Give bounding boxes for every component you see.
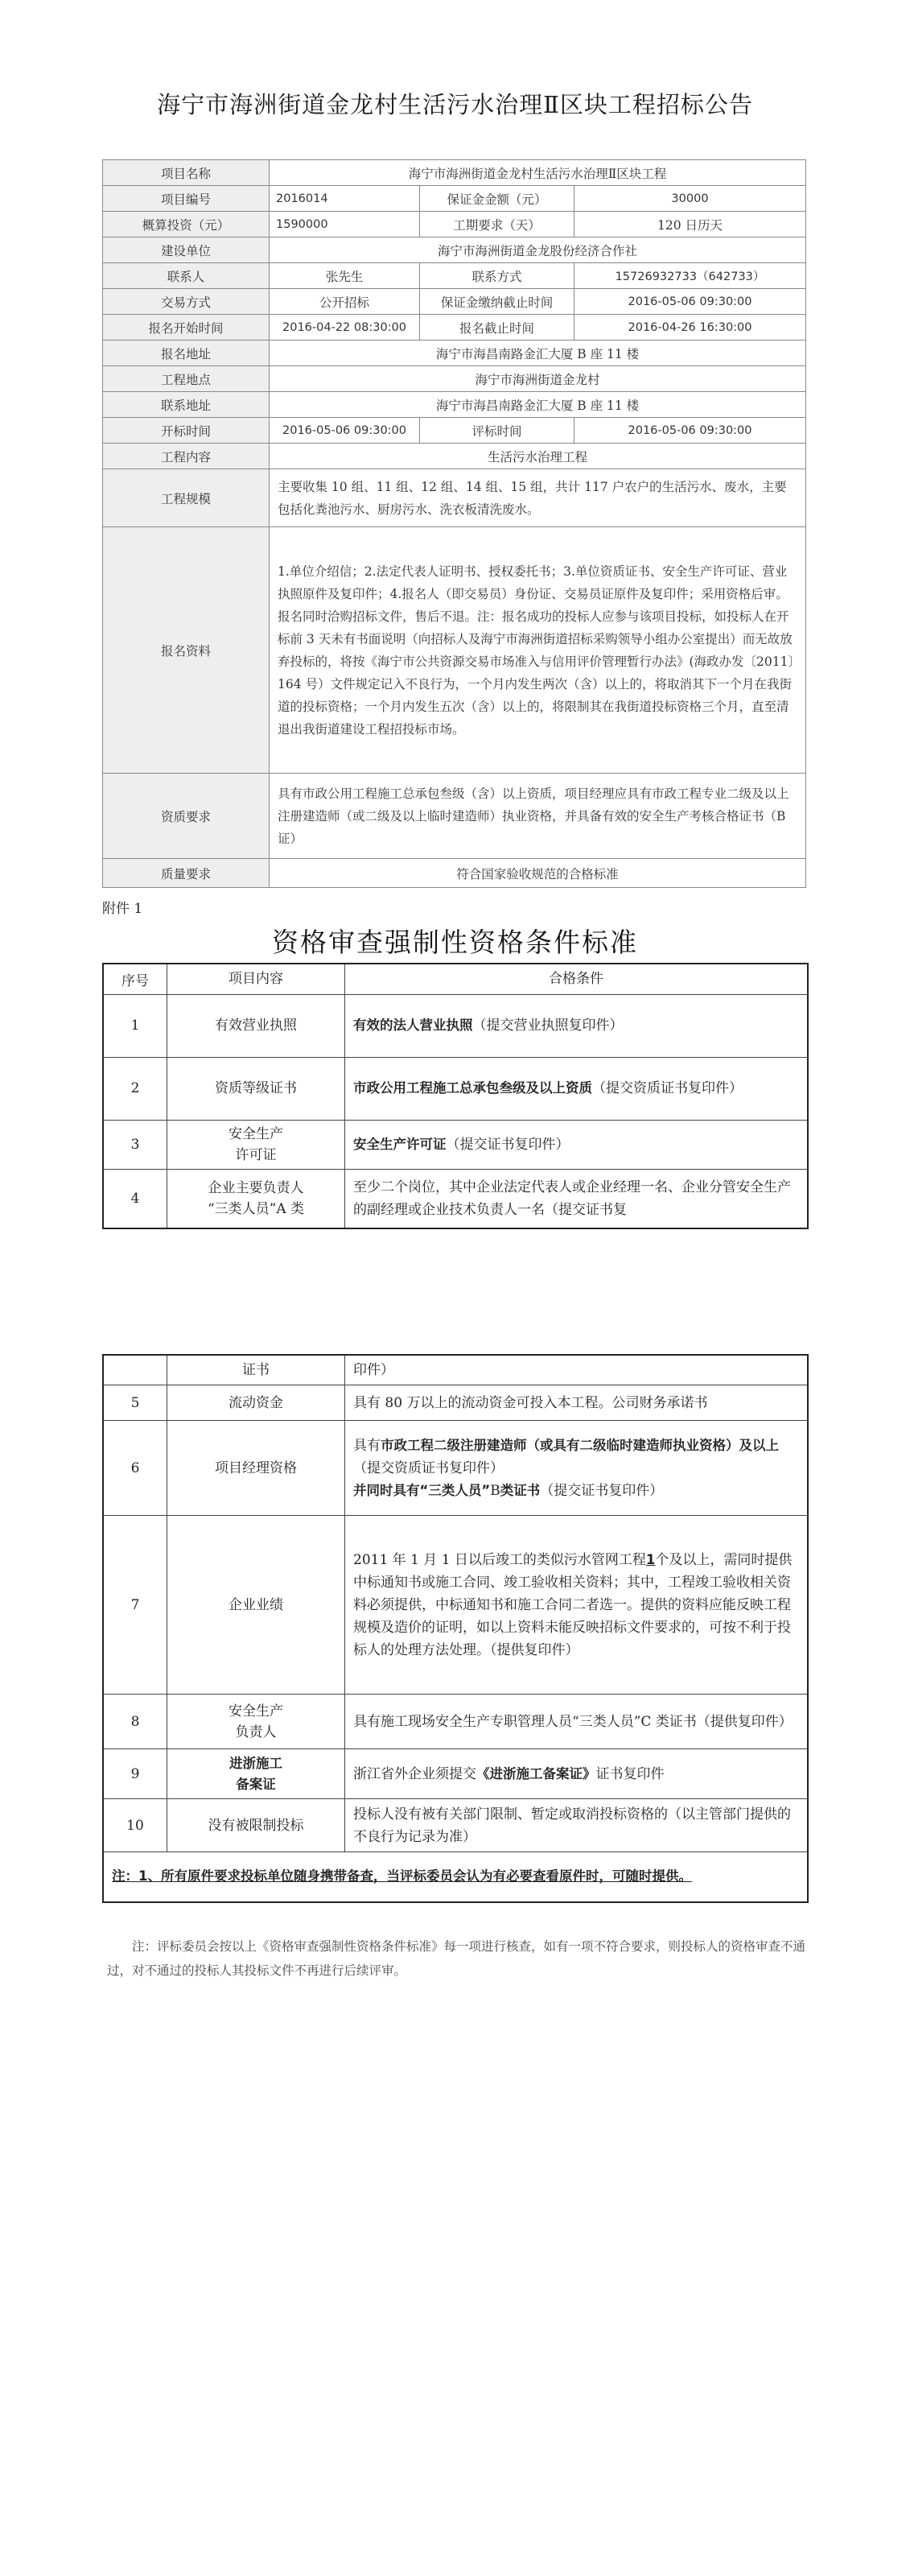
row-item xyxy=(167,1120,345,1169)
table-note: 注：1、所有原件要求投标单位随身携带备查，当评标委员会认为有必要查看原件时，可随时提供。 xyxy=(103,1852,808,1902)
site: 海宁市海洲街道金龙村 xyxy=(270,366,806,392)
label-docs: 报名资料 xyxy=(103,527,270,774)
condition-bold: 《进浙施工备案证》 xyxy=(476,1765,596,1781)
label-contact-way: 联系方式 xyxy=(420,263,574,289)
item-line: 备案证 xyxy=(236,1776,276,1792)
row-condition: 具有施工现场安全生产专职管理人员“三类人员”C 类证书（提供复印件） xyxy=(345,1695,809,1749)
table-row xyxy=(103,1695,808,1749)
row-condition xyxy=(345,1749,809,1799)
contact-way: 15726932733（642733） xyxy=(574,263,806,289)
condition-text: （提交证书复印件） xyxy=(446,1136,570,1153)
section-title: 资格审查强制性资格条件标准 xyxy=(272,927,638,958)
header-item: 项目内容 xyxy=(167,964,345,994)
reg-addr: 海宁市海昌南路金汇大厦 B 座 11 楼 xyxy=(270,341,806,366)
table-row xyxy=(103,1057,808,1120)
label-project-name: 项目名称 xyxy=(103,160,270,186)
annex-label: 附件 1 xyxy=(102,901,143,917)
row-condition xyxy=(345,1516,809,1695)
item-line: 安全生产 xyxy=(229,1125,283,1142)
budget: 1590000 xyxy=(270,212,420,237)
condition-text: 2011 年 1 月 1 日以后竣工的类似污水管网工程 xyxy=(353,1551,646,1568)
row-item xyxy=(167,1695,345,1749)
row-no xyxy=(103,1355,167,1385)
label-budget: 概算投资（元） xyxy=(103,212,270,237)
table-row xyxy=(103,1421,808,1516)
row-condition xyxy=(345,1057,809,1120)
condition-text: 具有 xyxy=(353,1437,381,1454)
row-item xyxy=(167,1169,345,1228)
condition-text: （提交营业执照复印件） xyxy=(472,1018,624,1034)
condition-bold: 并同时具有“三类人员” xyxy=(353,1482,491,1498)
item-line: 负责人 xyxy=(235,1724,277,1740)
condition-text: （提交资质证书复印件） xyxy=(592,1080,743,1096)
label-deposit: 保证金金额（元） xyxy=(420,186,574,212)
row-item: 项目经理资格 xyxy=(167,1421,345,1516)
condition-number: 1 xyxy=(645,1551,656,1567)
contact: 张先生 xyxy=(270,263,420,289)
quality: 符合国家验收规范的合格标准 xyxy=(270,859,806,888)
label-site: 工程地点 xyxy=(103,366,270,392)
row-condition: 印件） xyxy=(345,1355,809,1385)
row-item: 没有被限制投标 xyxy=(167,1799,345,1852)
row-condition: 具有 80 万以上的流动资金可投入本工程。公司财务承诺书 xyxy=(345,1385,809,1421)
table-row xyxy=(103,1799,808,1852)
deposit: 30000 xyxy=(574,186,806,212)
item-line: “三类人员”A 类 xyxy=(207,1200,305,1217)
label-reg-start: 报名开始时间 xyxy=(103,315,270,341)
docs: 1.单位介绍信；2.法定代表人证明书、授权委托书；3.单位资质证书、安全生产许可证、营业执照原件及复印件；4.报名人（即交易员）身份证、交易员证原件及复印件；采用资格后审。报名同时洽购招标文件，售后不退。注：报名成功的投标人应参与该项目投标，如投标人在开标前 3 天未有书面说明（向招标人及海宁市海洲街道招标采购领导小组办公室提出）而无故放弃投标的，将按《海宁市公共资源交易市场准入与信用评价管理暂行办法》(海政办发〔2011〕164 号）文件规定记入不良行为，一个月内发生两次（含）以上的，将取消其下一个月在我街道的投标资格；一个月内发生五次（含）以上的，将限制其在我街道投标资格三个月，直至清退出我街道建设工程招投标市场。 xyxy=(270,527,806,774)
label-reg-addr: 报名地址 xyxy=(103,341,270,366)
table-row xyxy=(103,1120,808,1169)
condition-bold: 市政工程二级注册建造师（或具有二级临时建造师执业资格）及以上 xyxy=(381,1437,779,1453)
content: 生活污水治理工程 xyxy=(270,444,806,469)
label-trade: 交易方式 xyxy=(103,289,270,315)
condition-text: （提交资质证书复印件） xyxy=(353,1459,504,1476)
label-content: 工程内容 xyxy=(103,444,270,469)
row-no: 2 xyxy=(103,1057,167,1120)
condition-bold: 安全生产许可证 xyxy=(353,1136,447,1152)
label-deposit-deadline: 保证金缴纳截止时间 xyxy=(420,289,574,315)
table-note-row xyxy=(103,1852,808,1902)
item-line: 许可证 xyxy=(235,1146,277,1163)
tender-info-table xyxy=(102,159,806,888)
item-line: 进浙施工 xyxy=(229,1755,282,1771)
row-item: 流动资金 xyxy=(167,1385,345,1421)
header-condition: 合格条件 xyxy=(345,964,809,994)
row-no: 5 xyxy=(103,1385,167,1421)
label-scale: 工程规模 xyxy=(103,469,270,527)
row-condition xyxy=(345,994,809,1057)
label-reg-end: 报名截止时间 xyxy=(420,315,574,341)
item-line: 企业主要负责人 xyxy=(208,1179,304,1196)
label-project-no: 项目编号 xyxy=(103,186,270,212)
row-item xyxy=(167,1749,345,1799)
bottom-note: 注：评标委员会按以上《资格审查强制性资格条件标准》每一项进行核查，如有一项不符合要求，则投标人的资格审查不通过，对不通过的投标人其投标文件不再进行后续评审。 xyxy=(107,1939,806,1978)
builder: 海宁市海洲街道金龙股份经济合作社 xyxy=(270,237,806,263)
label-contact-addr: 联系地址 xyxy=(103,392,270,418)
label-qual: 资质要求 xyxy=(103,774,270,859)
table-row xyxy=(103,1169,808,1228)
label-quality: 质量要求 xyxy=(103,859,270,888)
condition-text: 证书复印件 xyxy=(595,1765,665,1782)
condition-text: 浙江省外企业须提交 xyxy=(353,1765,476,1782)
label-open-time: 开标时间 xyxy=(103,418,270,444)
condition-text: 个及以上，需同时提供中标通知书或施工合同、竣工验收相关资料；其中，工程竣工验收相关资料必须提供，中标通知书和施工合同二者选一。提供的资料应能反映工程规模及造价的证明，如以上资料未能反映招标文件要求的，可按不利于投标人的处理方法处理。（提供复印件） xyxy=(353,1551,793,1658)
label-eval-time: 评标时间 xyxy=(420,418,574,444)
reg-start: 2016-04-22 08:30:00 xyxy=(270,315,420,341)
qual: 具有市政公用工程施工总承包叁级（含）以上资质，项目经理应具有市政工程专业二级及以上注册建造师（或二级及以上临时建造师）执业资格，并具备有效的安全生产考核合格证书（B 证） xyxy=(270,774,806,859)
label-builder: 建设单位 xyxy=(103,237,270,263)
row-no: 9 xyxy=(103,1749,167,1799)
scale: 主要收集 10 组、11 组、12 组、14 组、15 组，共计 117 户农户的生活污水、废水，主要包括化粪池污水、厨房污水、洗衣板清洗废水。 xyxy=(270,469,806,527)
row-condition: 投标人没有被有关部门限制、暂定或取消投标资格的（以主管部门提供的不良行为记录为准） xyxy=(345,1799,809,1852)
row-no: 7 xyxy=(103,1516,167,1695)
table-row xyxy=(103,994,808,1057)
condition-bold: 类证书 xyxy=(500,1482,541,1498)
row-item: 资质等级证书 xyxy=(167,1057,345,1120)
eval-time: 2016-05-06 09:30:00 xyxy=(574,418,806,444)
row-no: 8 xyxy=(103,1695,167,1749)
row-item: 有效营业执照 xyxy=(167,994,345,1057)
row-no: 3 xyxy=(103,1120,167,1169)
table-row xyxy=(103,1516,808,1695)
condition-text: （提交证书复印件） xyxy=(540,1482,664,1499)
row-condition xyxy=(345,1421,809,1516)
open-time: 2016-05-06 09:30:00 xyxy=(270,418,420,444)
row-condition xyxy=(345,1120,809,1169)
trade: 公开招标 xyxy=(270,289,420,315)
row-no: 6 xyxy=(103,1421,167,1516)
deposit-deadline: 2016-05-06 09:30:00 xyxy=(574,289,806,315)
contact-addr: 海宁市海昌南路金汇大厦 B 座 11 楼 xyxy=(270,392,806,418)
period: 120 日历天 xyxy=(574,212,806,237)
item-line: 安全生产 xyxy=(229,1703,283,1719)
header-no: 序号 xyxy=(103,964,167,994)
row-no: 4 xyxy=(103,1169,167,1228)
condition-text: B xyxy=(490,1482,500,1499)
label-period: 工期要求（天） xyxy=(420,212,574,237)
row-condition: 至少二个岗位，其中企业法定代表人或企业经理一名、企业分管安全生产的副经理或企业技术负责人一名（提交证书复 xyxy=(345,1169,809,1228)
condition-bold: 有效的法人营业执照 xyxy=(353,1018,473,1033)
project-no: 2016014 xyxy=(270,186,420,212)
row-item: 证书 xyxy=(167,1355,345,1385)
row-no: 10 xyxy=(103,1799,167,1852)
table-row xyxy=(103,1355,808,1385)
page-title: 海宁市海洲街道金龙村生活污水治理Ⅱ区块工程招标公告 xyxy=(157,91,753,118)
qualification-table-part1 xyxy=(102,963,809,1229)
row-item: 企业业绩 xyxy=(167,1516,345,1695)
project-name: 海宁市海洲街道金龙村生活污水治理Ⅱ区块工程 xyxy=(270,160,806,186)
table-row xyxy=(103,1385,808,1421)
label-contact: 联系人 xyxy=(103,263,270,289)
qualification-table-part2 xyxy=(102,1354,809,1903)
condition-bold: 市政公用工程施工总承包叁级及以上资质 xyxy=(353,1080,592,1096)
reg-end: 2016-04-26 16:30:00 xyxy=(574,315,806,341)
table-row xyxy=(103,1749,808,1799)
row-no: 1 xyxy=(103,994,167,1057)
